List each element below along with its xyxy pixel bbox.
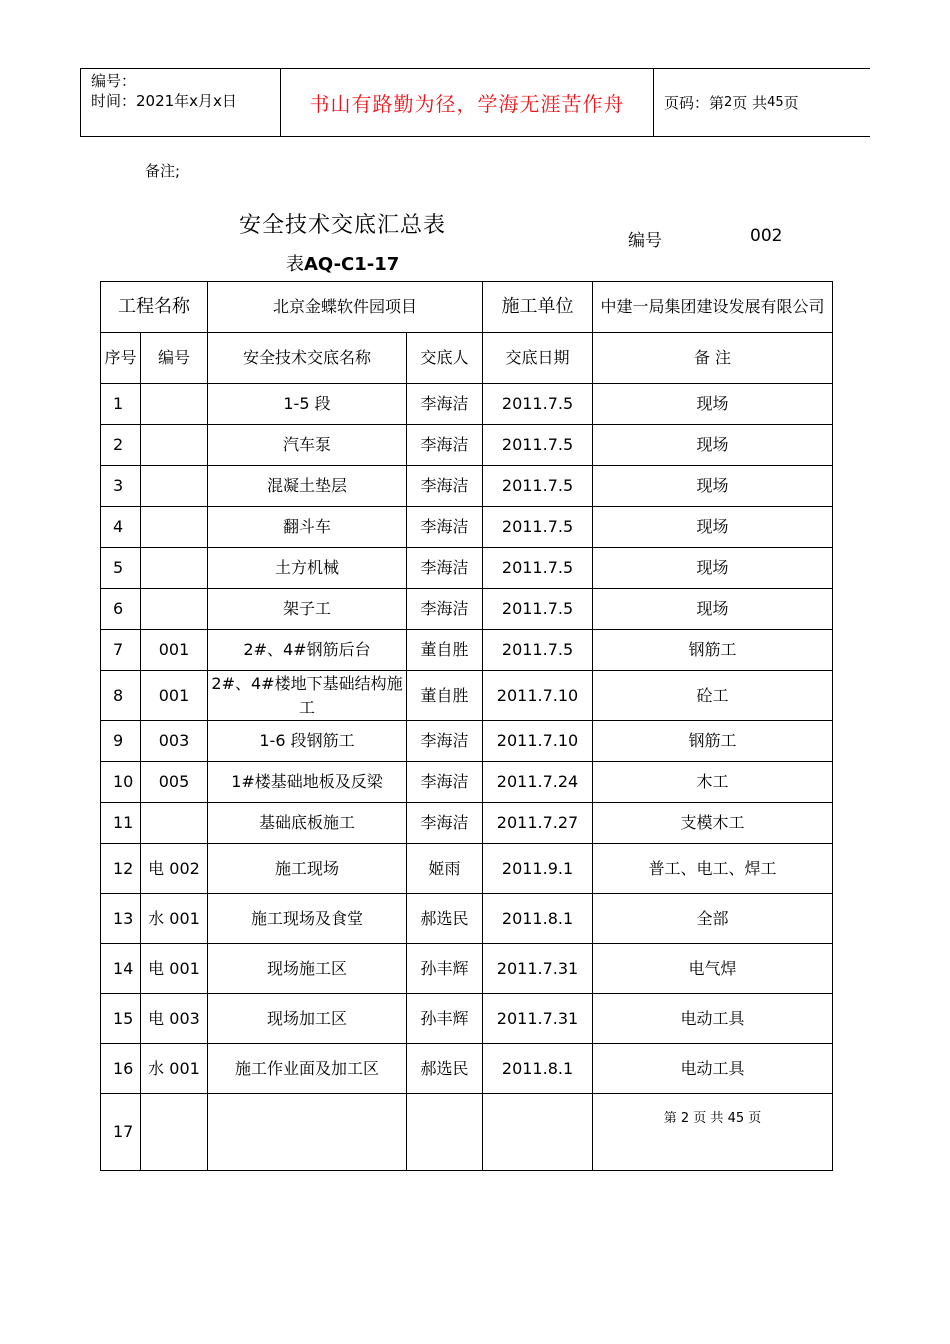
table-row bbox=[101, 548, 833, 589]
row-seq: 13 bbox=[101, 894, 141, 944]
page-header bbox=[80, 68, 870, 137]
row-note: 电动工具 bbox=[593, 994, 833, 1044]
table-row bbox=[101, 466, 833, 507]
row-code: 水 001 bbox=[141, 1044, 208, 1094]
time-label: 时间：2021年x月x日 bbox=[91, 92, 237, 110]
remark-label: 备注; bbox=[145, 162, 181, 180]
project-row bbox=[101, 282, 833, 333]
row-note: 钢筋工 bbox=[593, 721, 833, 762]
row-name: 施工现场及食堂 bbox=[208, 894, 407, 944]
row-date: 2011.7.5 bbox=[483, 630, 593, 671]
row-date: 2011.7.31 bbox=[483, 944, 593, 994]
row-person: 董自胜 bbox=[407, 671, 483, 721]
row-name: 2#、4#钢筋后台 bbox=[208, 630, 407, 671]
row-person: 董自胜 bbox=[407, 630, 483, 671]
row-note: 现场 bbox=[593, 548, 833, 589]
row-person: 李海洁 bbox=[407, 803, 483, 844]
row-note: 钢筋工 bbox=[593, 630, 833, 671]
table-row bbox=[101, 507, 833, 548]
page-mid: 页 共 bbox=[732, 94, 768, 112]
table-row bbox=[101, 1044, 833, 1094]
row-person: 郝选民 bbox=[407, 1044, 483, 1094]
row-date bbox=[483, 1094, 593, 1171]
row-code bbox=[141, 507, 208, 548]
table-row bbox=[101, 630, 833, 671]
row-code bbox=[141, 466, 208, 507]
project-name-value: 北京金蝶软件园项目 bbox=[208, 282, 483, 333]
column-header: 交底日期 bbox=[483, 333, 593, 384]
form-code bbox=[286, 250, 399, 276]
row-person: 姬雨 bbox=[407, 844, 483, 894]
row-date: 2011.7.5 bbox=[483, 548, 593, 589]
table-row bbox=[101, 944, 833, 994]
row-date: 2011.7.27 bbox=[483, 803, 593, 844]
row-name: 架子工 bbox=[208, 589, 407, 630]
row-person: 李海洁 bbox=[407, 466, 483, 507]
table-row bbox=[101, 721, 833, 762]
code-label: 编号 bbox=[628, 231, 662, 251]
row-name: 现场加工区 bbox=[208, 994, 407, 1044]
row-code: 001 bbox=[141, 671, 208, 721]
row-date: 2011.7.24 bbox=[483, 762, 593, 803]
row-person: 李海洁 bbox=[407, 384, 483, 425]
column-header: 交底人 bbox=[407, 333, 483, 384]
row-seq: 11 bbox=[101, 803, 141, 844]
code-value: 002 bbox=[750, 226, 783, 246]
row-date: 2011.7.5 bbox=[483, 507, 593, 548]
row-name: 施工作业面及加工区 bbox=[208, 1044, 407, 1094]
page-suffix: 页 bbox=[783, 94, 799, 112]
row-date: 2011.7.31 bbox=[483, 994, 593, 1044]
row-seq: 17 bbox=[101, 1094, 141, 1171]
row-seq: 12 bbox=[101, 844, 141, 894]
row-seq: 3 bbox=[101, 466, 141, 507]
row-seq: 9 bbox=[101, 721, 141, 762]
table-row bbox=[101, 803, 833, 844]
table-row bbox=[101, 844, 833, 894]
form-code-prefix: 表 bbox=[286, 254, 304, 275]
row-person: 李海洁 bbox=[407, 507, 483, 548]
row-name: 1-6 段钢筋工 bbox=[208, 721, 407, 762]
motto: 书山有路勤为径，学海无涯苦作舟 bbox=[281, 69, 654, 136]
row-code bbox=[141, 425, 208, 466]
construction-unit-value: 中建一局集团建设发展有限公司 bbox=[593, 282, 833, 333]
row-person: 李海洁 bbox=[407, 721, 483, 762]
summary-table bbox=[100, 281, 833, 1171]
row-seq: 6 bbox=[101, 589, 141, 630]
row-note: 支模木工 bbox=[593, 803, 833, 844]
column-header: 编号 bbox=[141, 333, 208, 384]
row-code: 005 bbox=[141, 762, 208, 803]
row-person: 郝选民 bbox=[407, 894, 483, 944]
row-date: 2011.7.5 bbox=[483, 425, 593, 466]
row-seq: 14 bbox=[101, 944, 141, 994]
row-note: 现场 bbox=[593, 466, 833, 507]
column-header: 备 注 bbox=[593, 333, 833, 384]
row-code: 水 001 bbox=[141, 894, 208, 944]
row-note: 电气焊 bbox=[593, 944, 833, 994]
footer-page-note: 第 2 页 共 45 页 bbox=[663, 1111, 762, 1126]
table-row bbox=[101, 384, 833, 425]
row-code: 001 bbox=[141, 630, 208, 671]
table-row bbox=[101, 425, 833, 466]
row-date: 2011.9.1 bbox=[483, 844, 593, 894]
row-date: 2011.7.5 bbox=[483, 466, 593, 507]
table-row bbox=[101, 589, 833, 630]
row-name: 施工现场 bbox=[208, 844, 407, 894]
row-seq: 5 bbox=[101, 548, 141, 589]
table-row bbox=[101, 762, 833, 803]
row-date: 2011.7.5 bbox=[483, 384, 593, 425]
row-note: 木工 bbox=[593, 762, 833, 803]
row-code: 电 003 bbox=[141, 994, 208, 1044]
row-date: 2011.7.10 bbox=[483, 671, 593, 721]
row-seq: 2 bbox=[101, 425, 141, 466]
row-date: 2011.8.1 bbox=[483, 894, 593, 944]
table-row bbox=[101, 894, 833, 944]
row-name: 土方机械 bbox=[208, 548, 407, 589]
page-current: 2 bbox=[724, 95, 733, 110]
page-total: 45 bbox=[767, 95, 784, 110]
row-person bbox=[407, 1094, 483, 1171]
row-person: 李海洁 bbox=[407, 425, 483, 466]
row-code: 电 001 bbox=[141, 944, 208, 994]
row-seq: 1 bbox=[101, 384, 141, 425]
form-code-value: AQ-C1-17 bbox=[304, 254, 400, 275]
table-row bbox=[101, 1094, 833, 1171]
row-person: 孙丰辉 bbox=[407, 944, 483, 994]
column-header: 序号 bbox=[101, 333, 141, 384]
row-date: 2011.7.5 bbox=[483, 589, 593, 630]
row-person: 孙丰辉 bbox=[407, 994, 483, 1044]
number-label: 编号： bbox=[91, 72, 137, 90]
row-name: 1#楼基础地板及反梁 bbox=[208, 762, 407, 803]
row-note: 现场 bbox=[593, 589, 833, 630]
row-name: 混凝土垫层 bbox=[208, 466, 407, 507]
row-date: 2011.8.1 bbox=[483, 1044, 593, 1094]
row-seq: 15 bbox=[101, 994, 141, 1044]
row-name: 汽车泵 bbox=[208, 425, 407, 466]
row-note: 现场 bbox=[593, 507, 833, 548]
column-header: 安全技术交底名称 bbox=[208, 333, 407, 384]
row-note bbox=[593, 1094, 833, 1171]
column-header-row bbox=[101, 333, 833, 384]
row-seq: 4 bbox=[101, 507, 141, 548]
row-person: 李海洁 bbox=[407, 548, 483, 589]
row-seq: 8 bbox=[101, 671, 141, 721]
row-note: 砼工 bbox=[593, 671, 833, 721]
row-code bbox=[141, 1094, 208, 1171]
row-note: 电动工具 bbox=[593, 1044, 833, 1094]
row-code bbox=[141, 803, 208, 844]
row-name: 翻斗车 bbox=[208, 507, 407, 548]
project-name-label: 工程名称 bbox=[101, 282, 208, 333]
page-indicator bbox=[654, 69, 870, 136]
row-note: 现场 bbox=[593, 384, 833, 425]
row-note: 现场 bbox=[593, 425, 833, 466]
row-person: 李海洁 bbox=[407, 762, 483, 803]
row-name: 1-5 段 bbox=[208, 384, 407, 425]
row-note: 全部 bbox=[593, 894, 833, 944]
row-name: 2#、4#楼地下基础结构施工 bbox=[208, 671, 407, 721]
row-date: 2011.7.10 bbox=[483, 721, 593, 762]
row-seq: 7 bbox=[101, 630, 141, 671]
document-title: 安全技术交底汇总表 bbox=[239, 213, 447, 238]
construction-unit-label: 施工单位 bbox=[483, 282, 593, 333]
row-code bbox=[141, 384, 208, 425]
table-row bbox=[101, 994, 833, 1044]
row-code: 003 bbox=[141, 721, 208, 762]
row-name: 现场施工区 bbox=[208, 944, 407, 994]
row-seq: 16 bbox=[101, 1044, 141, 1094]
row-name: 基础底板施工 bbox=[208, 803, 407, 844]
row-code bbox=[141, 548, 208, 589]
header-left-cell bbox=[80, 69, 281, 136]
row-note: 普工、电工、焊工 bbox=[593, 844, 833, 894]
row-name bbox=[208, 1094, 407, 1171]
row-seq: 10 bbox=[101, 762, 141, 803]
table-row bbox=[101, 671, 833, 721]
row-code: 电 002 bbox=[141, 844, 208, 894]
page-prefix: 页码：第 bbox=[664, 94, 725, 112]
row-person: 李海洁 bbox=[407, 589, 483, 630]
row-code bbox=[141, 589, 208, 630]
